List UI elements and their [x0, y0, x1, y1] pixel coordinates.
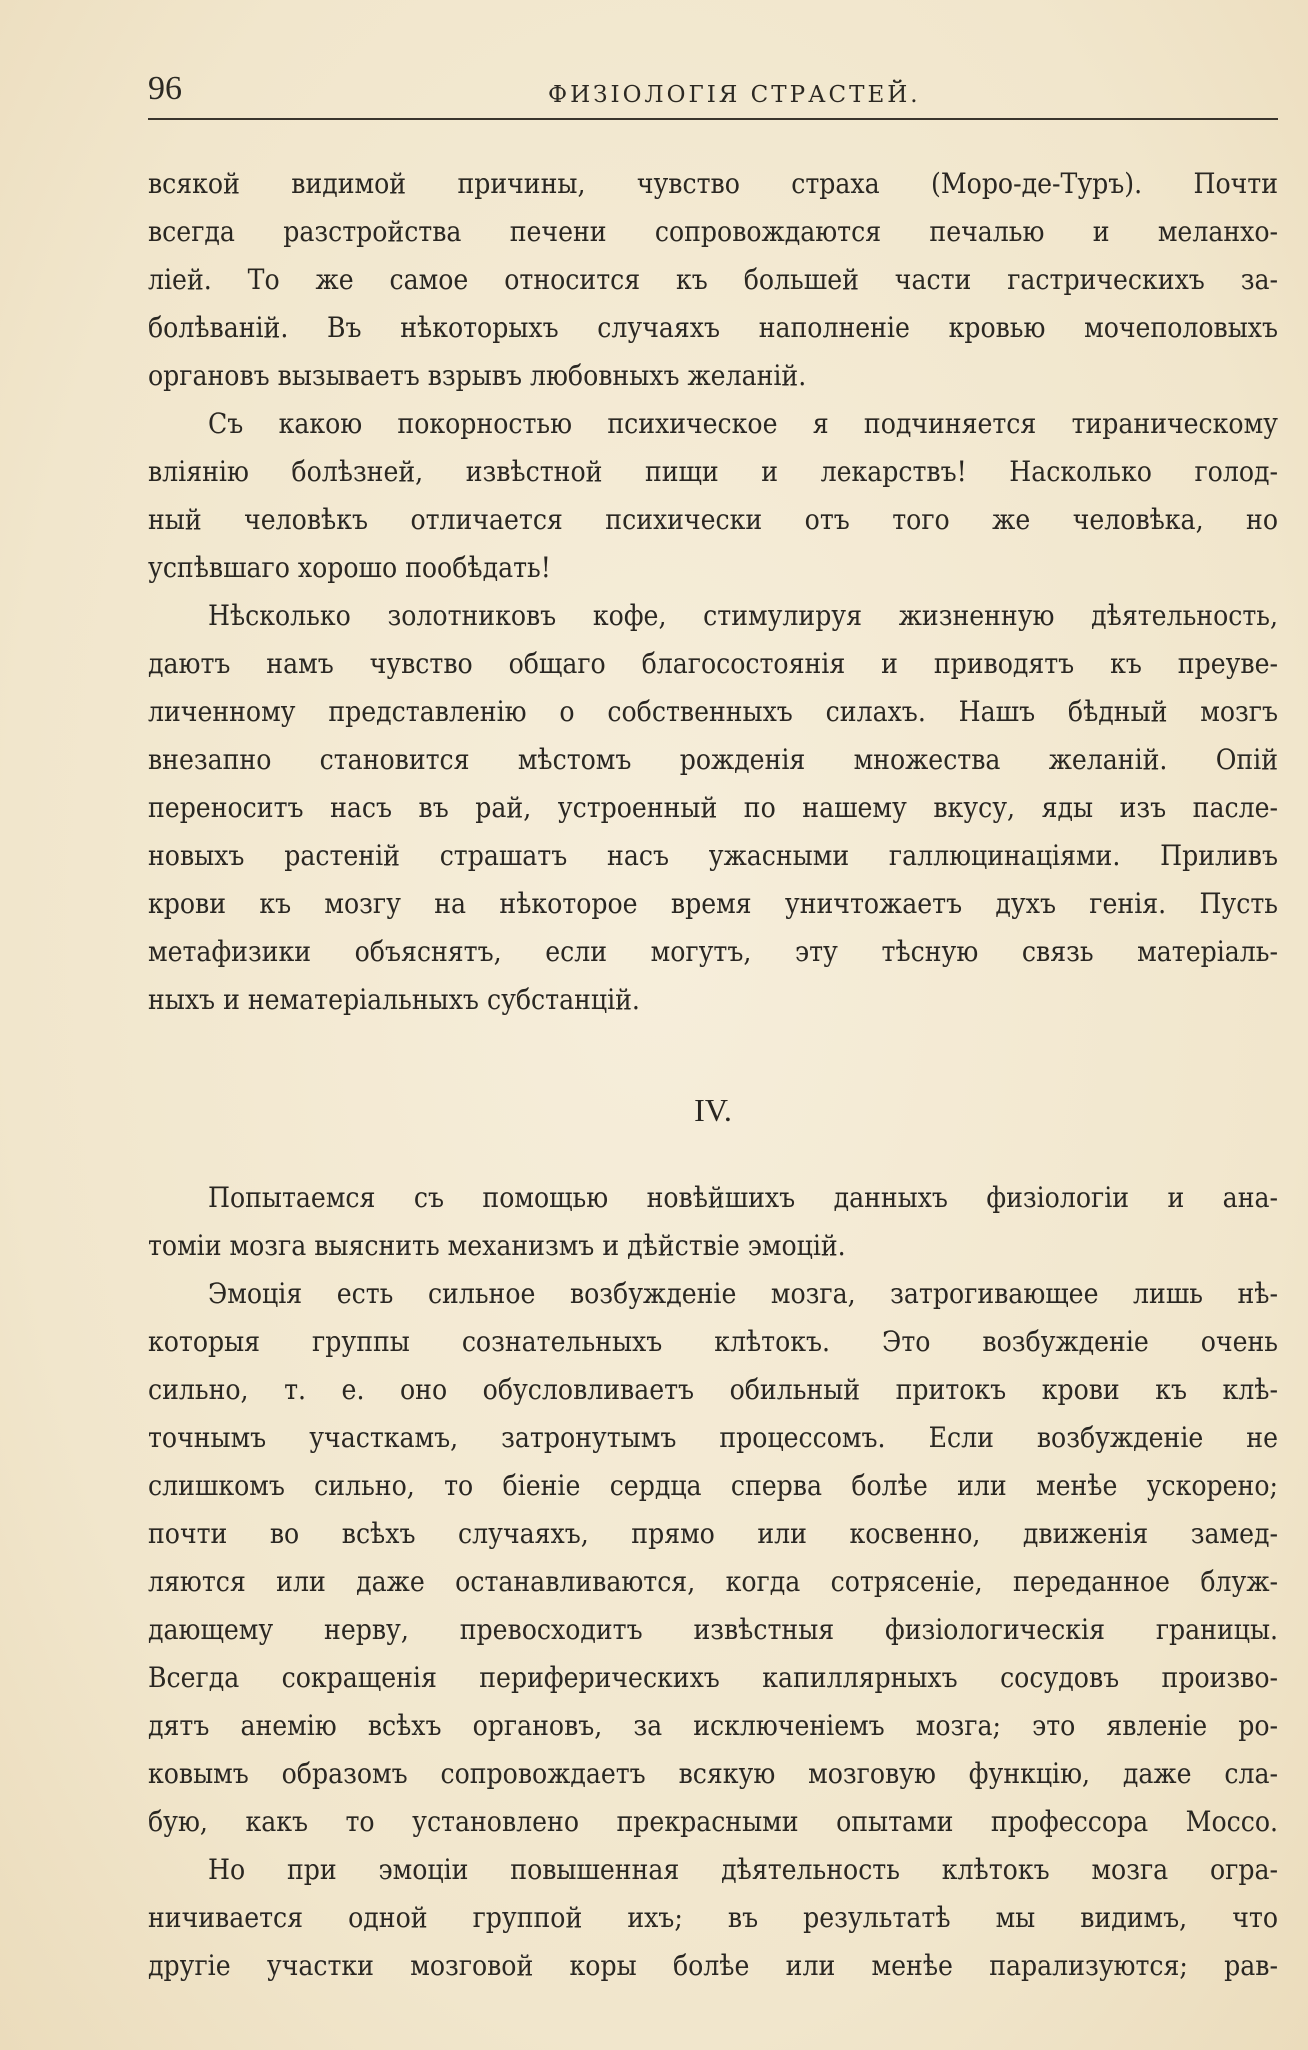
text-line: Нѣсколько золотниковъ кофе, стимулируя жизненную дѣятельность, — [208, 599, 1278, 632]
text-line: даютъ намъ чувство общаго благосостоянія и приводятъ къ преуве- — [148, 647, 1278, 680]
text-line: Съ какою покорностью психическое я подчиняется тираническому — [208, 407, 1278, 440]
text-line: органовъ вызываетъ взрывъ любовныхъ желаній. — [148, 359, 807, 392]
text-line: крови къ мозгу на нѣкоторое время уничтожаетъ духъ генія. Пусть — [148, 887, 1278, 920]
text-line: дающему нерву, превосходитъ извѣстныя физіологическія границы. — [148, 1613, 1278, 1646]
paragraph-6 — [148, 1846, 1278, 1990]
text-line: томіи мозга выяснить механизмъ и дѣйствіе эмоцій. — [148, 1229, 846, 1262]
text-line: ничивается одной группой ихъ; въ результатѣ мы видимъ, что — [148, 1901, 1278, 1934]
paragraph-4 — [148, 1174, 1278, 1270]
text-line: успѣвшаго хорошо пообѣдать! — [148, 551, 551, 584]
text-line: Попытаемся съ помощью новѣйшихъ данныхъ физіологіи и ана- — [208, 1181, 1278, 1214]
section-heading: IV. — [694, 1092, 732, 1128]
text-line: бую, какъ то установлено прекрасными опытами профессора Моссо. — [148, 1805, 1278, 1838]
text-line: сильно, т. е. оно обусловливаетъ обильный притокъ крови къ клѣ- — [148, 1373, 1278, 1406]
text-line: которыя группы сознательныхъ клѣтокъ. Это возбужденіе очень — [148, 1325, 1278, 1358]
text-line: личенному представленію о собственныхъ силахъ. Нашъ бѣдный мозгъ — [148, 695, 1278, 728]
text-line: новыхъ растеній страшатъ насъ ужасными галлюцинаціями. Приливъ — [148, 839, 1278, 872]
body-text — [148, 160, 1278, 1990]
text-line: точнымъ участкамъ, затронутымъ процессомъ. Если возбужденіе не — [148, 1421, 1278, 1454]
text-line: Но при эмоціи повышенная дѣятельность клѣтокъ мозга огра- — [208, 1853, 1278, 1886]
text-line: внезапно становится мѣстомъ рожденія множества желаній. Опій — [148, 743, 1278, 776]
text-line: болѣваній. Въ нѣкоторыхъ случаяхъ наполненіе кровью мочеполовыхъ — [148, 311, 1278, 344]
text-line: вліянію болѣзней, извѣстной пищи и лекарствъ! Насколько голод- — [148, 455, 1278, 488]
text-line: ный человѣкъ отличается психически отъ того же человѣка, но — [148, 503, 1278, 536]
paragraph-5 — [148, 1270, 1278, 1846]
text-line: всегда разстройства печени сопровождаются печалью и меланхо- — [148, 215, 1278, 248]
text-line: почти во всѣхъ случаяхъ, прямо или косвенно, движенія замед- — [148, 1517, 1278, 1550]
text-line: слишкомъ сильно, то біеніе сердца сперва болѣе или менѣе ускорено; — [148, 1469, 1278, 1502]
text-line: ковымъ образомъ сопровождаетъ всякую мозговую функцію, даже сла- — [148, 1757, 1278, 1790]
text-line: дятъ анемію всѣхъ органовъ, за исключеніемъ мозга; это явленіе ро- — [148, 1709, 1278, 1742]
paragraph-3 — [148, 592, 1278, 1024]
running-title: ФИЗІОЛОГІЯ СТРАСТЕЙ. — [548, 82, 921, 108]
text-line: метафизики объяснятъ, если могутъ, эту тѣсную связь матеріаль- — [148, 935, 1278, 968]
text-line: ляются или даже останавливаются, когда сотрясеніе, переданное блуж- — [148, 1565, 1278, 1598]
text-line: Всегда сокращенія периферическихъ капиллярныхъ сосудовъ произво- — [148, 1661, 1278, 1694]
paragraph-1 — [148, 160, 1278, 400]
paragraph-2 — [148, 400, 1278, 592]
text-line: переноситъ насъ въ рай, устроенный по нашему вкусу, яды изъ пасле- — [148, 791, 1278, 824]
text-line: ліей. То же самое относится къ большей части гастрическихъ за- — [148, 263, 1278, 296]
text-line: ныхъ и нематеріальныхъ субстанцій. — [148, 983, 640, 1016]
page-number: 96 — [148, 70, 182, 107]
running-head — [148, 66, 1278, 120]
text-line: другіе участки мозговой коры болѣе или менѣе парализуются; рав- — [148, 1949, 1278, 1982]
text-line: всякой видимой причины, чувство страха (Моро-де-Туръ). Почти — [148, 167, 1278, 200]
text-line: Эмоція есть сильное возбужденіе мозга, затрогивающее лишь нѣ- — [208, 1277, 1278, 1310]
